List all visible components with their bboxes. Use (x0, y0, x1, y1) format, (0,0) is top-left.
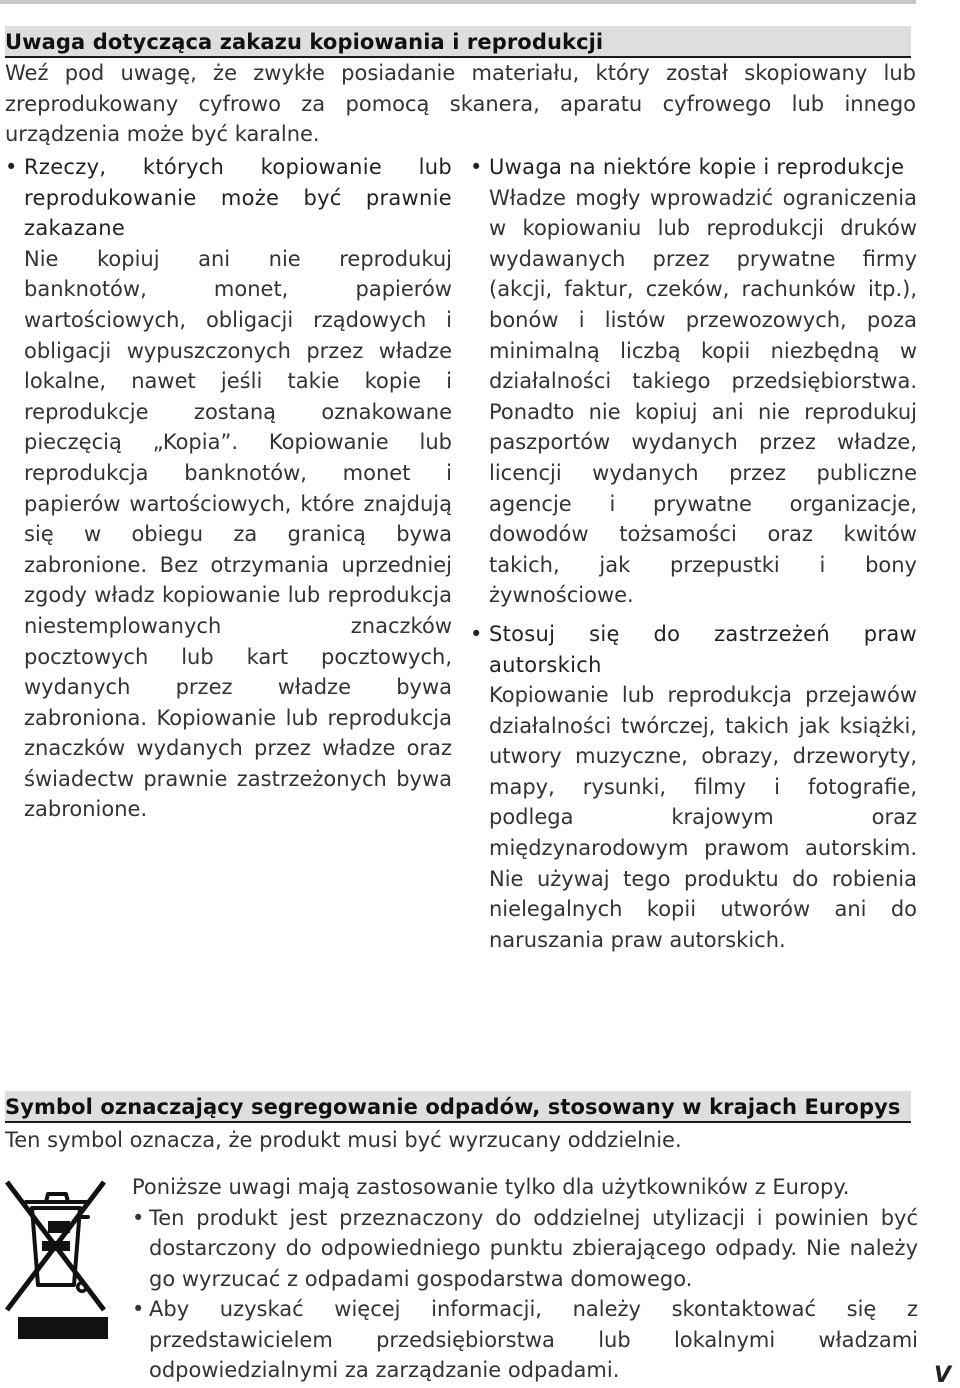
copy-notice-intro: Weź pod uwagę, że zwykłe posiadanie materiału, który został skopiowany lub zreprodukowany cyfrowo za pomocą skanera, aparatu cyfrowego lub innego urządzenia może być karalne. (5, 61, 916, 146)
right-column (470, 152, 917, 955)
bullet-text: Aby uzyskać więcej informacji, należy skontaktować się z przedstawicielem przedsiębiorstwa lub lokalnymi władzami odpowiedzialnymi za zarządzanie odpadami. (149, 1297, 918, 1382)
right-item-2-text: Kopiowanie lub reprodukcja przejawów działalności twórczej, takich jak książki, utwory muzyczne, obrazy, drzeworyty, mapy, rysunki, filmy i fotografie, podlega krajowym oraz międzynarodowym prawom autorskim. Nie używaj tego produktu do robienia nielegalnych kopii utworów ani do naruszania praw autorskich. (489, 683, 917, 952)
bullet: • (132, 1205, 145, 1230)
right-item-2-heading (470, 619, 917, 680)
waste-notice-title: Symbol oznaczający segregowanie odpadów, stosowany w krajach Europys (5, 1095, 901, 1119)
waste-notice-intro: Ten symbol oznacza, że produkt musi być wyrzucany oddzielnie. (5, 1128, 682, 1152)
bullet: • (132, 1297, 145, 1321)
heading-text: Stosuj się do zastrzeżeń praw autorskich (489, 621, 917, 677)
right-item-1-text: Władze mogły wprowadzić ograniczenia w kopiowaniu lub reprodukcji druków wydawanych przez prywatne firmy (akcji, faktur, czeków, rachunków itp.), bonów i listów przewozowych, poza minimalną liczbą kopii niezbędną w działalności takiego przedsiębiorstwa. Ponadto nie kopiuj ani nie reprodukuj paszportów wydanych przez władze, licencji wydanych przez publiczne agencje i prywatne organizacje, dowodów tożsamości oraz kwitów takich, jak przepustki i bony żywnościowe. (489, 185, 917, 608)
page-number: V (934, 1363, 952, 1388)
bullet: • (5, 155, 18, 179)
waste-bullet-2 (132, 1294, 918, 1386)
copy-notice-heading-bar (5, 26, 911, 58)
top-rule (0, 0, 916, 4)
left-column (5, 152, 452, 825)
waste-notice-heading-bar (5, 1091, 911, 1123)
bullet: • (470, 621, 483, 646)
left-item-text: Nie kopiuj ani nie reprodukuj banknotów, monet, papierów wartościowych, obligacji rządowych i obligacji wypuszczonych przez władze lokalne, nawet jeśli takie kopie i reprodukcje zostaną oznakowane pieczęcią „Kopia”. Kopiowanie lub reprodukcja banknotów, monet i papierów wartościowych, które znajdują się w obiegu za granicą bywa zabronione. Bez otrzymania uprzedniej zgody władz kopiowanie lub reprodukcja niestemplowanych znaczków pocztowych lub kart pocztowych, wydanych przez władze bywa zabroniona. Kopiowanie lub reprodukcja znaczków wydanych przez władze oraz świadectw prawnie zastrzeżonych bywa zabronione. (24, 246, 452, 822)
waste-bullet-1 (132, 1203, 918, 1295)
copy-notice-title: Uwaga dotycząca zakazu kopiowania i reprodukcji (5, 30, 604, 54)
bullet: • (470, 155, 483, 179)
heading-text: Rzeczy, których kopiowanie lub reprodukowanie może być prawnie zakazane (24, 155, 452, 241)
right-item-1-heading (470, 152, 917, 183)
waste-lead: Poniższe uwagi mają zastosowanie tylko dla użytkowników z Europy. (132, 1175, 850, 1199)
heading-text: Uwaga na niektóre kopie i reprodukcje (489, 155, 905, 179)
crossed-out-wheelie-bin-icon (4, 1161, 110, 1341)
waste-notice-body (132, 1172, 918, 1386)
left-item-heading (5, 152, 452, 244)
bullet-text: Ten produkt jest przeznaczony do oddzielnej utylizacji i powinien być dostarczony do odpowiedniego punktu zbierającego odpady. Nie należy go wyrzucać z odpadami gospodarstwa domowego. (149, 1205, 918, 1291)
